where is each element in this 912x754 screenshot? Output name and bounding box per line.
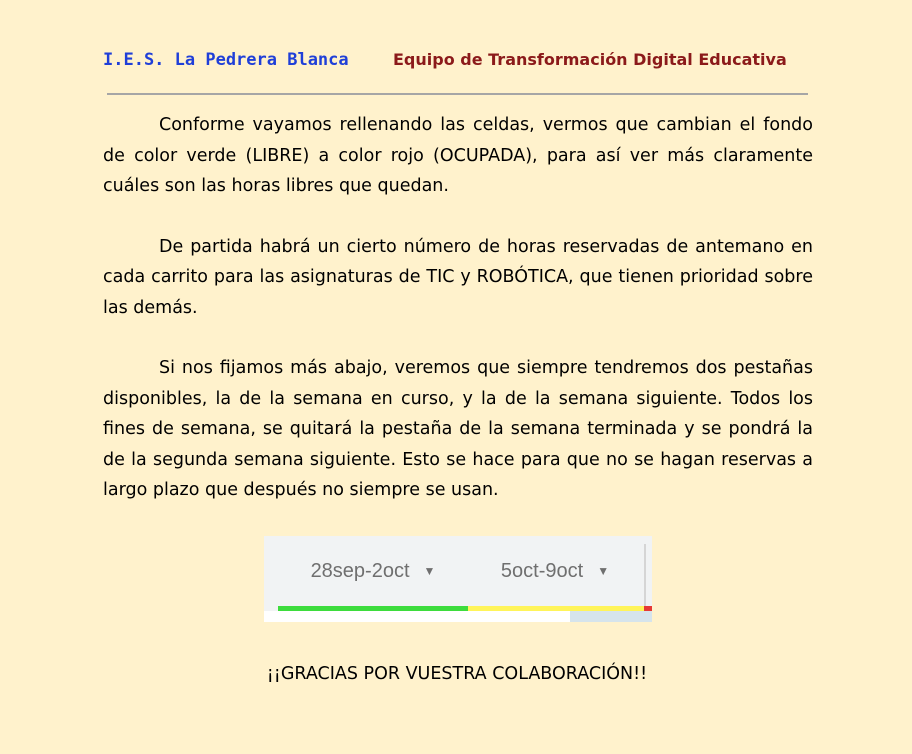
paragraph-reserved-hours: De partida habrá un cierto número de horas reservadas de antemano en cada carrito para las asignaturas de TIC y ROBÓTICA, que tienen prioridad sobre las demás.	[103, 236, 813, 318]
tab-separator	[644, 544, 646, 606]
header-divider	[107, 93, 808, 95]
sheet-bottom-edge	[264, 611, 570, 622]
paragraph-week-tabs: Si nos fijamos más abajo, veremos que siempre tendremos dos pestañas disponibles, la de la semana en curso, y la de la semana siguiente. Todos los fines de semana, se quitará la pestaña de la semana terminada y se pondrá la de la segunda semana siguiente. Esto se hace para que no se hagan reservas a largo plazo que después no siempre se usan.	[103, 358, 813, 500]
page-header	[103, 50, 808, 76]
dropdown-caret-icon[interactable]: ▼	[597, 564, 610, 578]
team-name: Equipo de Transformación Digital Educativa	[393, 50, 787, 69]
thanks-message: ¡¡GRACIAS POR VUESTRA COLABORACIÓN!!	[266, 664, 648, 684]
sheet-bottom-selection	[570, 611, 652, 622]
sheet-tabs-screenshot	[264, 536, 652, 622]
sheet-tab-current-week[interactable]	[278, 536, 468, 606]
paragraph-cell-colors: Conforme vayamos rellenando las celdas, vermos que cambian el fondo de color verde (LIBRE) a color rojo (OCUPADA), para así ver más claramente cuáles son las horas libres que quedan.	[103, 115, 813, 196]
sheet-tab-label: 5oct-9oct	[500, 559, 584, 582]
sheet-tab-label: 28sep-2oct	[310, 559, 410, 582]
dropdown-caret-icon[interactable]: ▼	[423, 564, 436, 578]
document-body	[103, 110, 813, 536]
sheet-tab-next-week[interactable]	[468, 536, 642, 606]
school-name: I.E.S. La Pedrera Blanca	[103, 50, 349, 70]
